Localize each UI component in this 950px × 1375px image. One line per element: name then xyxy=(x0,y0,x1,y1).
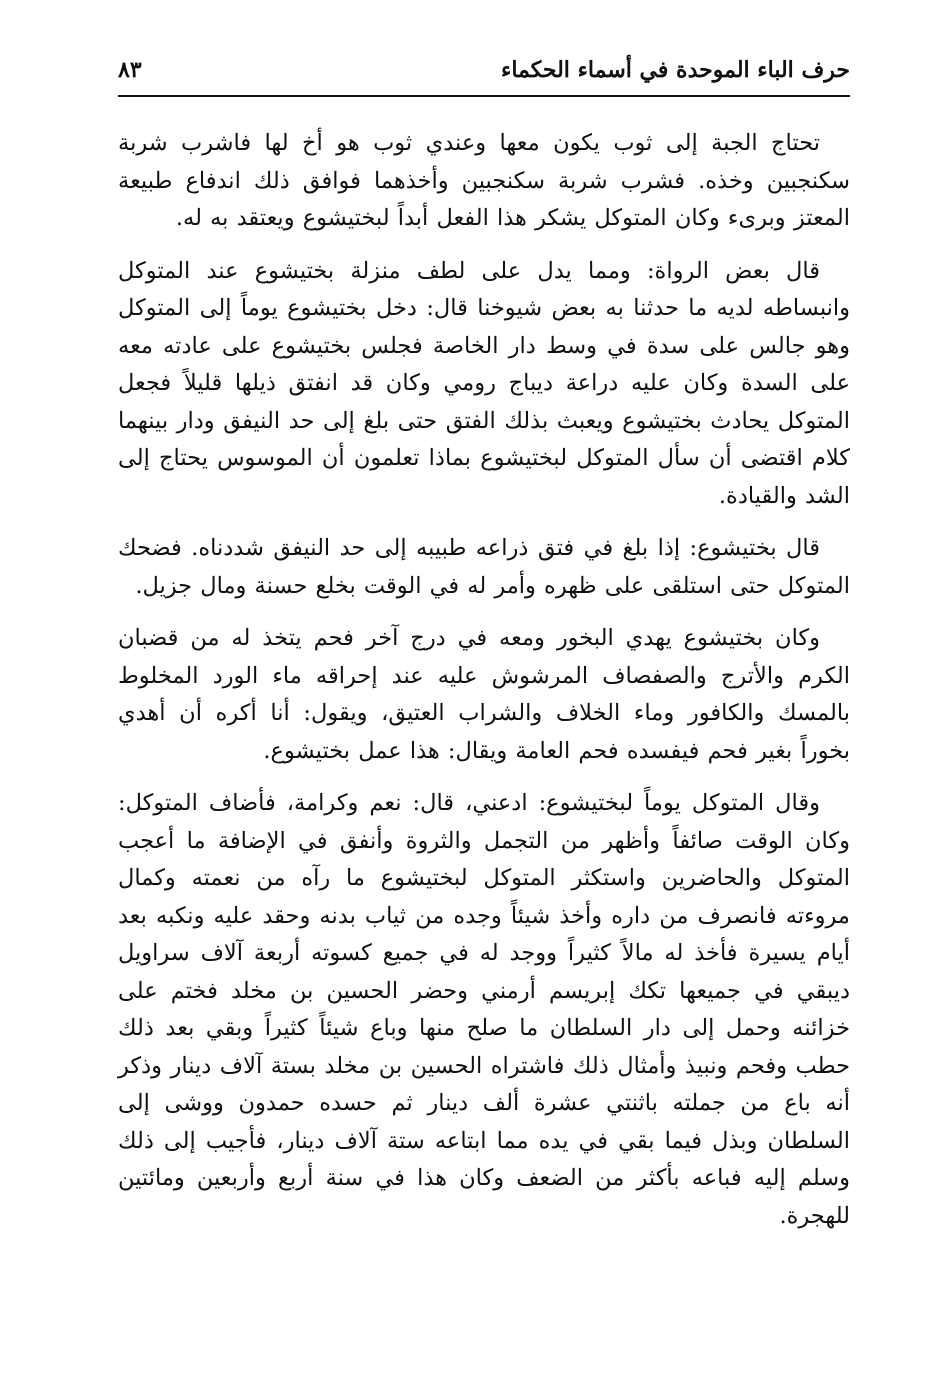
paragraph-2: قال بعض الرواة: ومما يدل على لطف منزلة بختيشوع عند المتوكل وانبساطه لديه ما حدثنا به بعض شيوخنا قال: دخل بختيشوع يوماً إلى المتوكل وهو جالس على سدة في وسط دار الخاصة فجلس بختيشوع على عادته معه على السدة وكان عليه دراعة ديباج رومي وكان قد انفتق ذيلها قليلاً فجعل المتوكل يحادث بختيشوع ويعبث بذلك الفتق حتى بلغ إلى حد النيفق ودار بينهما كلام اقتضى أن سأل المتوكل لبختيشوع بماذا تعلمون أن الموسوس يحتاج إلى الشد والقيادة. xyxy=(118,257,850,509)
paragraph-4: وكان بختيشوع يهدي البخور ومعه في درج آخر فحم يتخذ له من قضبان الكرم والأترج والصفصاف المرشوش عليه عند إحراقه ماء الورد المخلوط بالمسك والكافور وماء الخلاف والشراب العتيق، ويقول: أنا أكره أن أهدي بخوراً بغير فحم فيفسده فحم العامة ويقال: هذا عمل بختيشوع. xyxy=(118,625,850,764)
paragraph-3: قال بختيشوع: إذا بلغ في فتق ذراعه طبيبه إلى حد النيفق شددناه. فضحك المتوكل حتى استلقى على ظهره وأمر له في الوقت بخلع حسنة ومال جزيل. xyxy=(118,535,850,599)
paragraph-5: وقال المتوكل يوماً لبختيشوع: ادعني، قال: نعم وكرامة، فأضاف المتوكل: وكان الوقت صائفاً وأظهر من التجمل والثروة وأنفق في الإضافة ما أعجب المتوكل والحاضرين واستكثر المتوكل لبختيشوع ما رآه من نعمته وكمال مروءته فانصرف من داره وأخذ شيئاً وجده من ثياب بدنه وحقد عليه ونكبه بعد أيام يسيرة فأخذ له مالاً كثيراً ووجد له في جميع كسوته أربعة آلاف سراويل ديبقي في جميعها تكك إبريسم أرمني وحضر الحسين بن مخلد فختم على خزائنه وحمل إلى دار السلطان ما صلح منها وباع شيئاً كثيراً وبقي بعد ذلك حطب وفحم ونبيذ وأمثال ذلك فاشتراه الحسين بن مخلد بستة آلاف دينار وذكر أنه باع من جملته باثنتي عشرة ألف دينار ثم حسده حمدون ووشى إلى السلطان وبذل فيما بقي في يده مما ابتاعه ستة آلاف دينار، فأجيب إلى ذلك وسلم إليه فباعه بأكثر من الضعف وكان هذا في سنة أربع وأربعين ومائتين للهجرة. xyxy=(118,790,850,1229)
body-text xyxy=(118,125,850,1235)
running-title: حرف الباء الموحدة في أسماء الحكماء xyxy=(500,57,850,83)
page-header xyxy=(118,55,850,97)
paragraph-1: تحتاج الجبة إلى ثوب يكون معها وعندي ثوب هو أخ لها فاشرب شربة سكنجبين وخذه. فشرب شربة سكنجبين وأخذهما فوافق ذلك اندفاع طبيعة المعتز وبرىء وكان المتوكل يشكر هذا الفعل أبداً لبختيشوع ويعتقد به له. xyxy=(118,130,850,231)
page-number: ٨٣ xyxy=(118,57,142,83)
